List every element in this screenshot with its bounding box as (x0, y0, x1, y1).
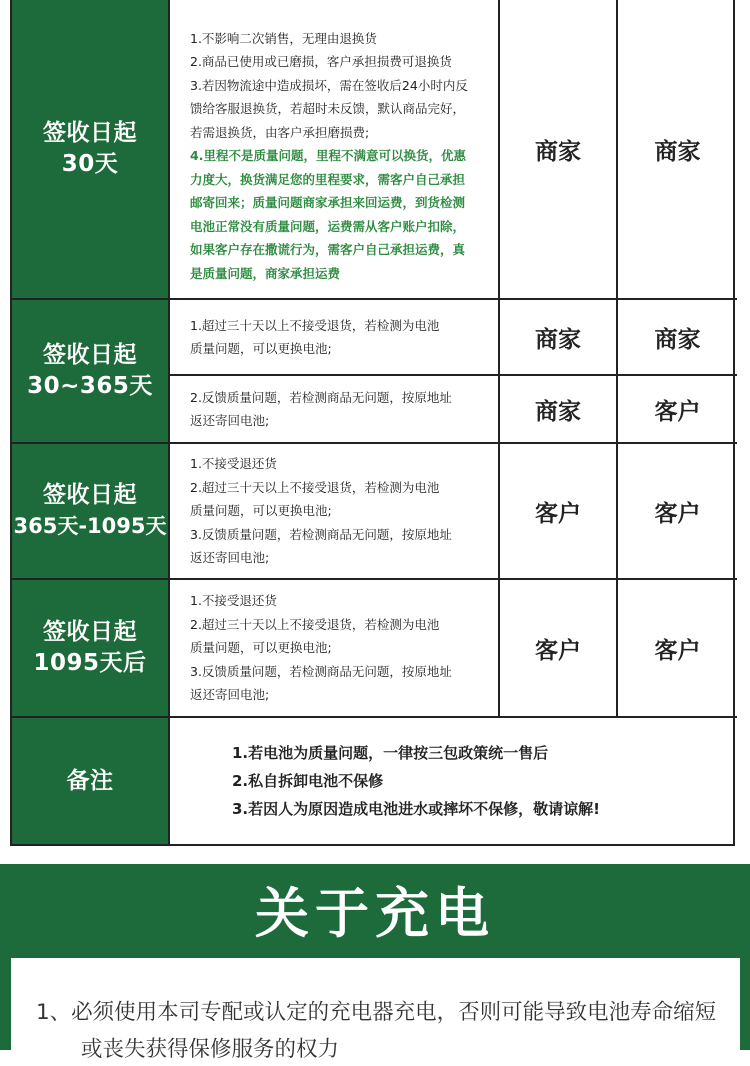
responsible-party-b: 商家 (616, 300, 737, 376)
rule-line: 质量问题，可以更换电池; (190, 503, 332, 519)
period-cell-365-1095-days (12, 444, 168, 580)
period-label: 签收日起 (43, 482, 137, 508)
rules-cell-1095-days-after (168, 580, 498, 718)
responsible-party-a: 客户 (498, 444, 616, 580)
responsible-party-a: 客户 (498, 580, 616, 718)
rule-line-highlight: 电池正常没有质量问题，运费需从客户账户扣除， (190, 218, 466, 234)
after-sales-policy-table (10, 0, 735, 846)
charging-rule-line: 或丧失获得保修服务的权力 (81, 1037, 340, 1062)
rule-line: 3.反馈质量问题，若检测商品无问题，按原地址 (190, 663, 452, 679)
rule-line-highlight: 是质量问题，商家承担运费 (190, 265, 341, 281)
period-cell-1095-days-after (12, 580, 168, 718)
rule-line: 2.反馈质量问题，若检测商品无问题，按原地址 (190, 389, 452, 405)
rule-line-highlight: 力度大，换货满足您的里程要求，需客户自己承担 (190, 171, 466, 187)
responsible-party-a: 商家 (498, 376, 616, 444)
period-cell-30-days (12, 0, 168, 300)
charging-card (11, 958, 740, 1062)
rule-line: 2.超过三十天以上不接受退货，若检测为电池 (190, 616, 440, 632)
rule-line: 3.若因物流途中造成损坏，需在签收后24小时内反 (190, 77, 468, 93)
rules-cell-365-1095-days (168, 444, 498, 580)
period-range: 365天-1095天 (13, 514, 167, 538)
notes-label-cell (12, 718, 168, 844)
rule-line: 3.反馈质量问题，若检测商品无问题，按原地址 (190, 526, 452, 542)
period-range: 30天 (61, 151, 119, 177)
charging-section (0, 864, 750, 1062)
note-line: 2.私自拆卸电池不保修 (232, 772, 384, 790)
period-label: 签收日起 (43, 619, 137, 645)
rule-line-highlight: 4.里程不是质量问题，里程不满意可以换货，优惠 (190, 148, 466, 164)
rules-cell-30-days (168, 0, 498, 300)
note-line: 1.若电池为质量问题，一律按三包政策统一售后 (232, 744, 549, 762)
rule-line-highlight: 如果客户存在撒谎行为，需客户自己承担运费，真 (190, 242, 466, 258)
notes-label: 备注 (66, 767, 114, 794)
rule-line: 1.不接受退还货 (190, 593, 277, 609)
notes-cell (168, 718, 737, 844)
responsible-party-b: 商家 (616, 0, 737, 300)
rule-line: 1.不影响二次销售，无理由退换货 (190, 30, 377, 46)
rule-line: 馈给客服退换货，若超时未反馈，默认商品完好， (190, 101, 466, 117)
rule-line: 若需退换货，由客户承担磨损费; (190, 124, 370, 140)
rules-cell-30-365-days-b (168, 376, 498, 444)
rule-line: 返还寄回电池; (190, 413, 270, 428)
responsible-party-b: 客户 (616, 580, 737, 718)
period-range: 1095天后 (33, 650, 147, 676)
responsible-party-a: 商家 (498, 0, 616, 300)
period-label: 签收日起 (43, 342, 137, 368)
rule-line: 返还寄回电池; (190, 550, 270, 566)
period-cell-30-365-days (12, 300, 168, 444)
charging-title: 关于充电 (255, 882, 495, 945)
responsible-party-a: 商家 (498, 300, 616, 376)
rule-line: 1.超过三十天以上不接受退货，若检测为电池 (190, 317, 440, 333)
rule-line-highlight: 邮寄回来；质量问题商家承担来回运费，到货检测 (190, 195, 466, 211)
rule-line: 返还寄回电池; (190, 687, 270, 703)
rule-line: 质量问题，可以更换电池; (190, 640, 332, 656)
note-line: 3.若因人为原因造成电池进水或摔坏不保修，敬请谅解! (232, 800, 600, 818)
responsible-party-b: 客户 (616, 444, 737, 580)
rules-cell-30-365-days-a (168, 300, 498, 376)
rule-line: 2.商品已使用或已磨损，客户承担损费可退换货 (190, 54, 452, 70)
rule-line: 1.不接受退还货 (190, 456, 277, 472)
charging-rule-line: 1、必须使用本司专配或认定的充电器充电，否则可能导致电池寿命缩短 (36, 1000, 717, 1025)
responsible-party-b: 客户 (616, 376, 737, 444)
period-range: 30~365天 (27, 373, 153, 399)
rule-line: 质量问题，可以更换电池; (190, 341, 332, 356)
rule-line: 2.超过三十天以上不接受退货，若检测为电池 (190, 479, 440, 495)
period-label: 签收日起 (43, 120, 137, 146)
